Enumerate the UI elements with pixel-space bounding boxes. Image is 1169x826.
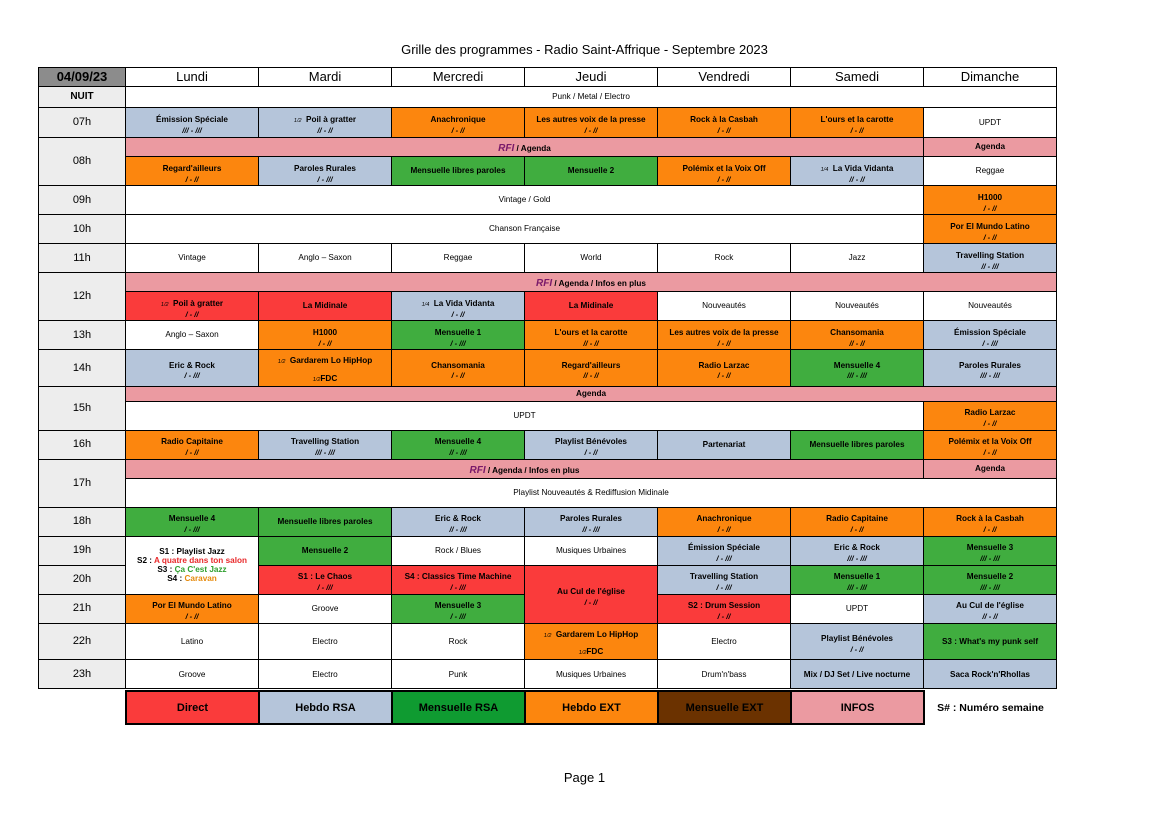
program-title: Travelling Station: [689, 572, 759, 582]
program-weeks: / - //: [850, 525, 864, 535]
program-cell: Mensuelle 2: [525, 156, 658, 185]
program-title: Poil à gratter: [173, 298, 224, 308]
program-cell: [658, 507, 791, 536]
program-cell: Musiques Urbaines: [525, 536, 658, 565]
program-cell: [392, 108, 525, 138]
program-title: Anachronique: [696, 514, 752, 524]
page-number: Page 1: [563, 770, 606, 785]
program-title: S4 : Classics Time Machine: [404, 572, 512, 582]
week-slot-title: Ça C'est Jazz: [174, 565, 227, 575]
time-label: 09h: [39, 185, 126, 214]
program-cell: Punk / Metal / Electro: [126, 87, 1057, 108]
day-header: Samedi: [791, 68, 924, 87]
program-cell: [924, 430, 1057, 459]
program-fraction: 1/2: [578, 650, 587, 657]
row-15h: [39, 401, 1057, 430]
time-label: 10h: [39, 214, 126, 243]
program-weeks: // - //: [849, 338, 865, 348]
row-nuit: [39, 87, 1057, 108]
program-cell: Reggae: [924, 156, 1057, 185]
program-weeks: / - //: [185, 309, 199, 319]
time-label: 19h: [39, 536, 126, 565]
program-cell: Groove: [259, 594, 392, 623]
program-weeks: / - //: [584, 597, 598, 607]
date-cell: 04/09/23: [39, 68, 126, 87]
program-title: Rock à la Casbah: [690, 115, 758, 125]
program-cell: [791, 349, 924, 386]
time-label: 21h: [39, 594, 126, 623]
program-weeks: / - ///: [450, 338, 466, 348]
program-cell: La Midinale: [259, 291, 392, 320]
rfi-band: [126, 138, 924, 157]
program-cell: [525, 430, 658, 459]
program-grid: [38, 67, 1057, 689]
agenda-cell: Agenda: [924, 459, 1057, 478]
program-weeks: / - //: [451, 126, 465, 136]
program-cell: Mensuelle libres paroles: [791, 430, 924, 459]
program-title: Playlist Bénévoles: [821, 634, 893, 644]
program-cell: [392, 349, 525, 386]
program-title: H1000: [312, 327, 338, 337]
program-title: Radio Larzac: [964, 408, 1016, 418]
row-07h: [39, 108, 1057, 138]
program-weeks: / - //: [983, 232, 997, 242]
program-cell: Saca Rock'n'Rhollas: [924, 660, 1057, 689]
rfi-rest: / Agenda / Infos en plus: [485, 465, 580, 475]
program-cell: [658, 108, 791, 138]
program-title: Les autres voix de la presse: [669, 327, 779, 337]
program-cell: Mensuelle libres paroles: [392, 156, 525, 185]
program-title: H1000: [977, 192, 1003, 202]
program-weeks: / - //: [717, 612, 731, 622]
program-title: Mensuelle 1: [434, 327, 482, 337]
program-fraction: 1/2: [160, 301, 169, 308]
program-cell: [259, 565, 392, 594]
page-title: Grille des programmes - Radio Saint-Affrique - Septembre 2023: [401, 42, 768, 57]
program-weeks: / - //: [584, 126, 598, 136]
program-weeks: / - ///: [716, 583, 732, 593]
program-cell: [658, 349, 791, 386]
program-title: Mensuelle 4: [833, 360, 881, 370]
program-cell: Rock / Blues: [392, 536, 525, 565]
week-slot-title: Caravan: [184, 574, 217, 584]
program-cell: [658, 536, 791, 565]
program-weeks: // - ///: [582, 525, 600, 535]
program-cell: S3 : What's my punk self: [924, 623, 1057, 660]
program-cell: [924, 565, 1057, 594]
program-cell: [259, 430, 392, 459]
program-title: Por El Mundo Latino: [152, 601, 232, 611]
program-cell: [525, 507, 658, 536]
time-label: 15h: [39, 386, 126, 430]
program-cell: [924, 594, 1057, 623]
program-cell: [392, 565, 525, 594]
program-cell: [924, 214, 1057, 243]
week-slot-prefix: S2 :: [137, 555, 155, 565]
program-weeks: / - ///: [450, 583, 466, 593]
time-label: 23h: [39, 660, 126, 689]
program-title: Mensuelle 3: [434, 601, 482, 611]
program-weeks: /// - ///: [980, 554, 1000, 564]
program-cell: Electro: [259, 623, 392, 660]
program-weeks: /// - ///: [315, 448, 335, 458]
program-weeks: / - ///: [317, 583, 333, 593]
day-header: Mercredi: [392, 68, 525, 87]
time-label: 16h: [39, 430, 126, 459]
program-title: Au Cul de l'église: [956, 601, 1024, 611]
legend-hebdo-rsa: Hebdo RSA: [259, 691, 392, 724]
program-fraction: 1/2: [543, 632, 552, 639]
time-label: 18h: [39, 507, 126, 536]
program-title: Mensuelle 2: [966, 572, 1014, 582]
program-cell: Jazz: [791, 243, 924, 272]
program-weeks: / - //: [717, 371, 731, 381]
program-cell: [126, 349, 259, 386]
row-11h: [39, 243, 1057, 272]
time-label: 22h: [39, 623, 126, 660]
day-header: Vendredi: [658, 68, 791, 87]
row-12h: [39, 291, 1057, 320]
program-cell: [392, 291, 525, 320]
row-16h: [39, 430, 1057, 459]
program-cell: [791, 565, 924, 594]
program-fraction: 1/2: [312, 376, 321, 383]
time-label: 11h: [39, 243, 126, 272]
row-17h-rfi: [39, 459, 1057, 478]
week-slot-prefix: S3 :: [157, 565, 175, 575]
program-cell: [525, 349, 658, 386]
program-cell: Vintage: [126, 243, 259, 272]
legend-mensuelle-ext: Mensuelle EXT: [658, 691, 791, 724]
rfi-rest: / Agenda / Infos en plus: [552, 278, 646, 288]
program-cell: Electro: [259, 660, 392, 689]
program-weeks: / - ///: [184, 525, 200, 535]
program-title: Eric & Rock: [169, 360, 215, 370]
program-weeks: / - //: [185, 612, 199, 622]
program-title: Chansomania: [431, 360, 485, 370]
program-cell: [259, 320, 392, 349]
program-cell: [924, 320, 1057, 349]
program-cell: Playlist Nouveautés & Rediffusion Midinale: [126, 478, 1057, 507]
program-cell: [791, 536, 924, 565]
program-weeks: / - //: [185, 448, 199, 458]
program-title: Rock à la Casbah: [956, 514, 1024, 524]
program-cell: [924, 243, 1057, 272]
time-label: NUIT: [39, 87, 126, 108]
program-title: Regard'ailleurs: [162, 163, 222, 173]
program-title: Paroles Rurales: [294, 163, 356, 173]
program-cell: [126, 291, 259, 320]
row-17h: [39, 478, 1057, 507]
program-cell: Nouveautés: [658, 291, 791, 320]
program-fraction: 1/4: [820, 166, 829, 173]
program-title: Mensuelle 3: [966, 543, 1014, 553]
program-weeks: // - ///: [981, 261, 999, 271]
day-header: Dimanche: [924, 68, 1057, 87]
program-cell: World: [525, 243, 658, 272]
program-title: Paroles Rurales: [560, 514, 622, 524]
program-cell: [392, 320, 525, 349]
program-title: Poil à gratter: [306, 115, 357, 125]
program-weeks: / - //: [983, 203, 997, 213]
program-cell: [392, 507, 525, 536]
program-title: La Vida Vidanta: [433, 298, 495, 308]
program-title: Gardarem Lo HipHop: [289, 355, 373, 365]
program-weeks: / - ///: [982, 338, 998, 348]
program-cell: Electro: [658, 623, 791, 660]
program-weeks: // - //: [583, 371, 599, 381]
day-header: Lundi: [126, 68, 259, 87]
rfi-label: RFI: [469, 464, 486, 476]
row-10h: [39, 214, 1057, 243]
program-weeks: // - ///: [449, 448, 467, 458]
program-cell: [392, 430, 525, 459]
program-cell: [525, 108, 658, 138]
legend-direct: Direct: [126, 691, 259, 724]
program-cell: Mix / DJ Set / Live nocturne: [791, 660, 924, 689]
program-cell: Latino: [126, 623, 259, 660]
program-weeks: / - //: [451, 309, 465, 319]
program-cell: Mensuelle libres paroles: [259, 507, 392, 536]
program-cell: Partenariat: [658, 430, 791, 459]
program-cell: UPDT: [126, 401, 924, 430]
agenda-cell: Agenda: [924, 138, 1057, 157]
program-title: Regard'ailleurs: [561, 360, 621, 370]
program-title: Mensuelle 4: [434, 437, 482, 447]
program-cell: UPDT: [924, 108, 1057, 138]
program-weeks: / - //: [451, 371, 465, 381]
program-weeks: // - ///: [449, 525, 467, 535]
time-label: 17h: [39, 459, 126, 507]
program-title: Émission Spéciale: [156, 115, 228, 125]
program-cell: [525, 320, 658, 349]
program-cell: [658, 565, 791, 594]
program-title: Por El Mundo Latino: [950, 221, 1030, 231]
legend-hebdo-ext: Hebdo EXT: [525, 691, 658, 724]
week-slot-s3: [128, 565, 256, 574]
program-title: Radio Larzac: [698, 360, 750, 370]
program-cell: [259, 349, 392, 386]
program-fraction: 1/2: [277, 358, 286, 365]
program-title: L'ours et la carotte: [554, 327, 628, 337]
program-cell: [126, 430, 259, 459]
program-weeks: /// - ///: [847, 583, 867, 593]
row-12h-rfi: [39, 272, 1057, 291]
program-weeks: / - //: [983, 525, 997, 535]
program-cell: Musiques Urbaines: [525, 660, 658, 689]
program-cell: [791, 108, 924, 138]
program-cell: [126, 156, 259, 185]
program-weeks: /// - ///: [980, 583, 1000, 593]
row-23h: [39, 660, 1057, 689]
program-weeks: /// - ///: [847, 371, 867, 381]
program-title: Émission Spéciale: [954, 327, 1026, 337]
program-title: S2 : Drum Session: [687, 601, 761, 611]
program-weeks: / - //: [983, 448, 997, 458]
program-cell: [791, 320, 924, 349]
rfi-band: [126, 272, 1057, 291]
program-weeks: / - //: [584, 448, 598, 458]
row-15h-agenda: [39, 386, 1057, 401]
program-weeks: / - ///: [317, 174, 333, 184]
program-cell: [126, 594, 259, 623]
program-fraction: 1/2: [293, 118, 302, 125]
legend-note: S# : Numéro semaine: [937, 701, 1044, 714]
program-title: S1 : Le Chaos: [297, 572, 353, 582]
agenda-band: Agenda: [126, 386, 1057, 401]
program-title: Radio Capitaine: [826, 514, 888, 524]
legend-infos: INFOS: [791, 691, 924, 724]
row-09h: [39, 185, 1057, 214]
program-title: Travelling Station: [290, 437, 360, 447]
row-22h: [39, 623, 1057, 660]
program-title: L'ours et la carotte: [820, 115, 894, 125]
program-title: Travelling Station: [955, 250, 1025, 260]
program-weeks: /// - ///: [182, 126, 202, 136]
program-cell: [924, 349, 1057, 386]
week-slot-s1: S1 : Playlist Jazz: [159, 546, 225, 556]
program-cell: [525, 623, 658, 660]
program-weeks: / - //: [717, 525, 731, 535]
program-cell: [658, 156, 791, 185]
program-cell: [924, 536, 1057, 565]
time-label: 20h: [39, 565, 126, 594]
time-label: 08h: [39, 138, 126, 186]
program-cell: La Midinale: [525, 291, 658, 320]
program-title: Eric & Rock: [834, 543, 880, 553]
program-cell: [126, 108, 259, 138]
program-cell: Rock: [392, 623, 525, 660]
time-label: 12h: [39, 272, 126, 320]
program-cell: [924, 507, 1057, 536]
program-title: Les autres voix de la presse: [536, 115, 646, 125]
week-slot-s4: [128, 574, 256, 583]
program-title: Polémix et la Voix Off: [682, 163, 766, 173]
program-cell: [525, 565, 658, 623]
rfi-band: [126, 459, 924, 478]
program-weeks: // - //: [583, 338, 599, 348]
program-title: Mensuelle 1: [833, 572, 881, 582]
program-cell: Groove: [126, 660, 259, 689]
program-cell: [791, 507, 924, 536]
program-title: Émission Spéciale: [688, 543, 760, 553]
program-title: Paroles Rurales: [959, 360, 1021, 370]
program-cell: Drum'n'bass: [658, 660, 791, 689]
program-weeks: / - //: [850, 126, 864, 136]
day-header: Mardi: [259, 68, 392, 87]
program-weeks: / - //: [717, 338, 731, 348]
program-fraction: 1/4: [421, 301, 430, 308]
program-title: Playlist Bénévoles: [555, 437, 627, 447]
program-cell: [259, 108, 392, 138]
program-title: Eric & Rock: [435, 514, 481, 524]
program-cell: Nouveautés: [791, 291, 924, 320]
program-weeks: /// - ///: [847, 554, 867, 564]
program-cell: [392, 594, 525, 623]
program-weeks: / - //: [850, 645, 864, 655]
program-title: Polémix et la Voix Off: [948, 437, 1032, 447]
program-weeks: / - ///: [716, 554, 732, 564]
week-slot-s2: [128, 556, 256, 565]
program-weeks: / - //: [717, 126, 731, 136]
program-cell: [924, 185, 1057, 214]
row-13h: [39, 320, 1057, 349]
program-cell: [126, 507, 259, 536]
rfi-rest: / Agenda: [514, 144, 551, 153]
program-weeks: / - ///: [184, 371, 200, 381]
program-cell: Anglo – Saxon: [259, 243, 392, 272]
program-cell: [259, 156, 392, 185]
program-title: Mensuelle 4: [168, 514, 216, 524]
week-slot-title: A quatre dans ton salon: [154, 555, 247, 565]
program-cell: Anglo – Saxon: [126, 320, 259, 349]
program-weeks: / - //: [717, 174, 731, 184]
program-weeks: // - //: [317, 126, 333, 136]
program-cell: Nouveautés: [924, 291, 1057, 320]
program-cell: [658, 320, 791, 349]
program-weeks: / - //: [983, 419, 997, 429]
row-08h-rfi: [39, 138, 1057, 157]
program-title: Radio Capitaine: [161, 437, 223, 447]
row-19h: [39, 536, 1057, 565]
program-weeks: / - //: [185, 174, 199, 184]
color-legend: [125, 690, 1056, 725]
program-cell: Rock: [658, 243, 791, 272]
program-weeks: // - //: [849, 174, 865, 184]
program-cell: UPDT: [791, 594, 924, 623]
legend-mensuelle-rsa: Mensuelle RSA: [392, 691, 525, 724]
program-weeks: /// - ///: [980, 371, 1000, 381]
program-weeks: / - //: [318, 338, 332, 348]
program-title: Au Cul de l'église: [557, 586, 625, 596]
program-title: La Vida Vidanta: [832, 163, 894, 173]
program-cell: Mensuelle 2: [259, 536, 392, 565]
time-label: 14h: [39, 349, 126, 386]
rfi-label: RFI: [536, 277, 553, 289]
program-cell: Punk: [392, 660, 525, 689]
program-cell: [658, 594, 791, 623]
program-title: Chansomania: [830, 327, 884, 337]
program-title: FDC: [320, 373, 338, 383]
row-08h: [39, 156, 1057, 185]
program-cell: Vintage / Gold: [126, 185, 924, 214]
program-title: Gardarem Lo HipHop: [555, 629, 639, 639]
program-cell: [791, 623, 924, 660]
day-header: Jeudi: [525, 68, 658, 87]
program-cell: [791, 156, 924, 185]
jazz-rotation-cell: [126, 536, 259, 594]
program-title: Anachronique: [430, 115, 486, 125]
week-slot-prefix: S4 :: [167, 574, 185, 584]
program-weeks: / - ///: [450, 612, 466, 622]
time-label: 07h: [39, 108, 126, 138]
time-label: 13h: [39, 320, 126, 349]
program-weeks: // - //: [982, 612, 998, 622]
program-cell: [924, 401, 1057, 430]
header-row: [39, 68, 1057, 87]
program-title: FDC: [586, 647, 604, 657]
rfi-label: RFI: [498, 143, 515, 154]
row-14h: [39, 349, 1057, 386]
program-cell: Reggae: [392, 243, 525, 272]
row-18h: [39, 507, 1057, 536]
program-cell: Chanson Française: [126, 214, 924, 243]
